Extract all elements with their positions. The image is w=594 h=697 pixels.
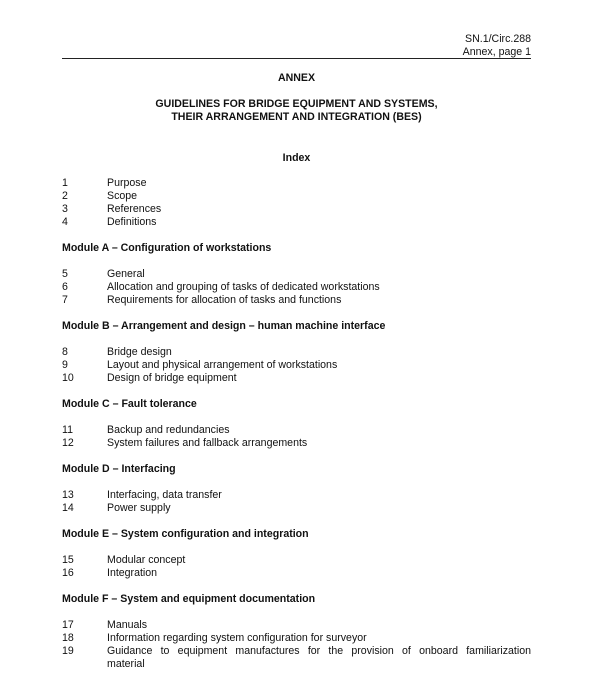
item-number: 11 xyxy=(62,424,73,436)
item-number: 13 xyxy=(62,489,74,501)
document-title-line-2: THEIR ARRANGEMENT AND INTEGRATION (BES) xyxy=(171,111,422,123)
document-reference: SN.1/Circ.288 xyxy=(465,33,531,45)
list-item xyxy=(62,294,531,307)
header-rule xyxy=(62,58,531,59)
item-number: 12 xyxy=(62,437,74,449)
item-number: 6 xyxy=(62,281,68,293)
list-item xyxy=(62,645,531,671)
list-item xyxy=(62,567,531,580)
item-number: 16 xyxy=(62,567,74,579)
document-title-line-1: GUIDELINES FOR BRIDGE EQUIPMENT AND SYSTEMS, xyxy=(155,98,438,110)
module-f-heading: Module F – System and equipment documentation xyxy=(62,593,316,605)
item-number: 8 xyxy=(62,346,68,358)
module-b-items xyxy=(62,346,531,385)
list-item xyxy=(62,268,531,281)
list-item xyxy=(62,619,531,632)
item-label: Allocation and grouping of tasks of dedicated workstations xyxy=(107,281,380,293)
document-title xyxy=(62,98,531,124)
item-label xyxy=(107,645,531,671)
item-label: Manuals xyxy=(107,619,148,631)
list-item xyxy=(62,216,531,229)
item-label: Purpose xyxy=(107,177,147,189)
module-c-items xyxy=(62,424,531,450)
module-c-heading: Module C – Fault tolerance xyxy=(62,398,197,410)
list-item xyxy=(62,502,531,515)
module-f-items xyxy=(62,619,531,671)
page-header xyxy=(463,33,531,59)
index-heading: Index xyxy=(282,152,311,164)
item-label: Power supply xyxy=(107,502,171,514)
item-number: 4 xyxy=(62,216,68,228)
item-label-line-2: material xyxy=(107,658,145,670)
item-label: Interfacing, data transfer xyxy=(107,489,222,501)
item-number: 17 xyxy=(62,619,74,631)
item-number: 9 xyxy=(62,359,68,371)
module-e-items xyxy=(62,554,531,580)
item-number: 19 xyxy=(62,645,74,657)
list-item xyxy=(62,203,531,216)
item-label-line-1: Guidance to equipment manufactures for the provision of onboard familiarization xyxy=(107,645,531,657)
module-a-heading: Module A – Configuration of workstations xyxy=(62,242,272,254)
list-item xyxy=(62,424,531,437)
module-d-heading: Module D – Interfacing xyxy=(62,463,176,475)
item-label: General xyxy=(107,268,145,280)
item-label: System failures and fallback arrangements xyxy=(107,437,308,449)
module-a-items xyxy=(62,268,531,307)
item-label: Modular concept xyxy=(107,554,186,566)
index-list xyxy=(62,177,531,684)
item-label: Layout and physical arrangement of workstations xyxy=(107,359,338,371)
item-number: 3 xyxy=(62,203,68,215)
list-item xyxy=(62,346,531,359)
item-number: 2 xyxy=(62,190,68,202)
item-number: 18 xyxy=(62,632,74,644)
page-number: Annex, page 1 xyxy=(462,46,531,58)
list-item xyxy=(62,177,531,190)
item-label: Definitions xyxy=(107,216,157,228)
list-item xyxy=(62,554,531,567)
list-item xyxy=(62,632,531,645)
list-item xyxy=(62,372,531,385)
annex-title: ANNEX xyxy=(277,72,316,84)
item-number: 14 xyxy=(62,502,74,514)
item-number: 1 xyxy=(62,177,68,189)
module-d-items xyxy=(62,489,531,515)
list-item xyxy=(62,190,531,203)
item-label: References xyxy=(107,203,162,215)
intro-section xyxy=(62,177,531,229)
item-label: Requirements for allocation of tasks and functions xyxy=(107,294,342,306)
item-label: Scope xyxy=(107,190,138,202)
item-label: Design of bridge equipment xyxy=(107,372,237,384)
list-item xyxy=(62,489,531,502)
item-label: Integration xyxy=(107,567,158,579)
item-label: Backup and redundancies xyxy=(107,424,230,436)
item-number: 15 xyxy=(62,554,74,566)
item-label: Bridge design xyxy=(107,346,172,358)
list-item xyxy=(62,281,531,294)
module-e-heading: Module E – System configuration and integration xyxy=(62,528,309,540)
module-b-heading: Module B – Arrangement and design – human machine interface xyxy=(62,320,386,332)
item-number: 7 xyxy=(62,294,68,306)
list-item xyxy=(62,359,531,372)
item-number: 5 xyxy=(62,268,68,280)
list-item xyxy=(62,437,531,450)
item-number: 10 xyxy=(62,372,74,384)
item-label: Information regarding system configuration for surveyor xyxy=(107,632,367,644)
